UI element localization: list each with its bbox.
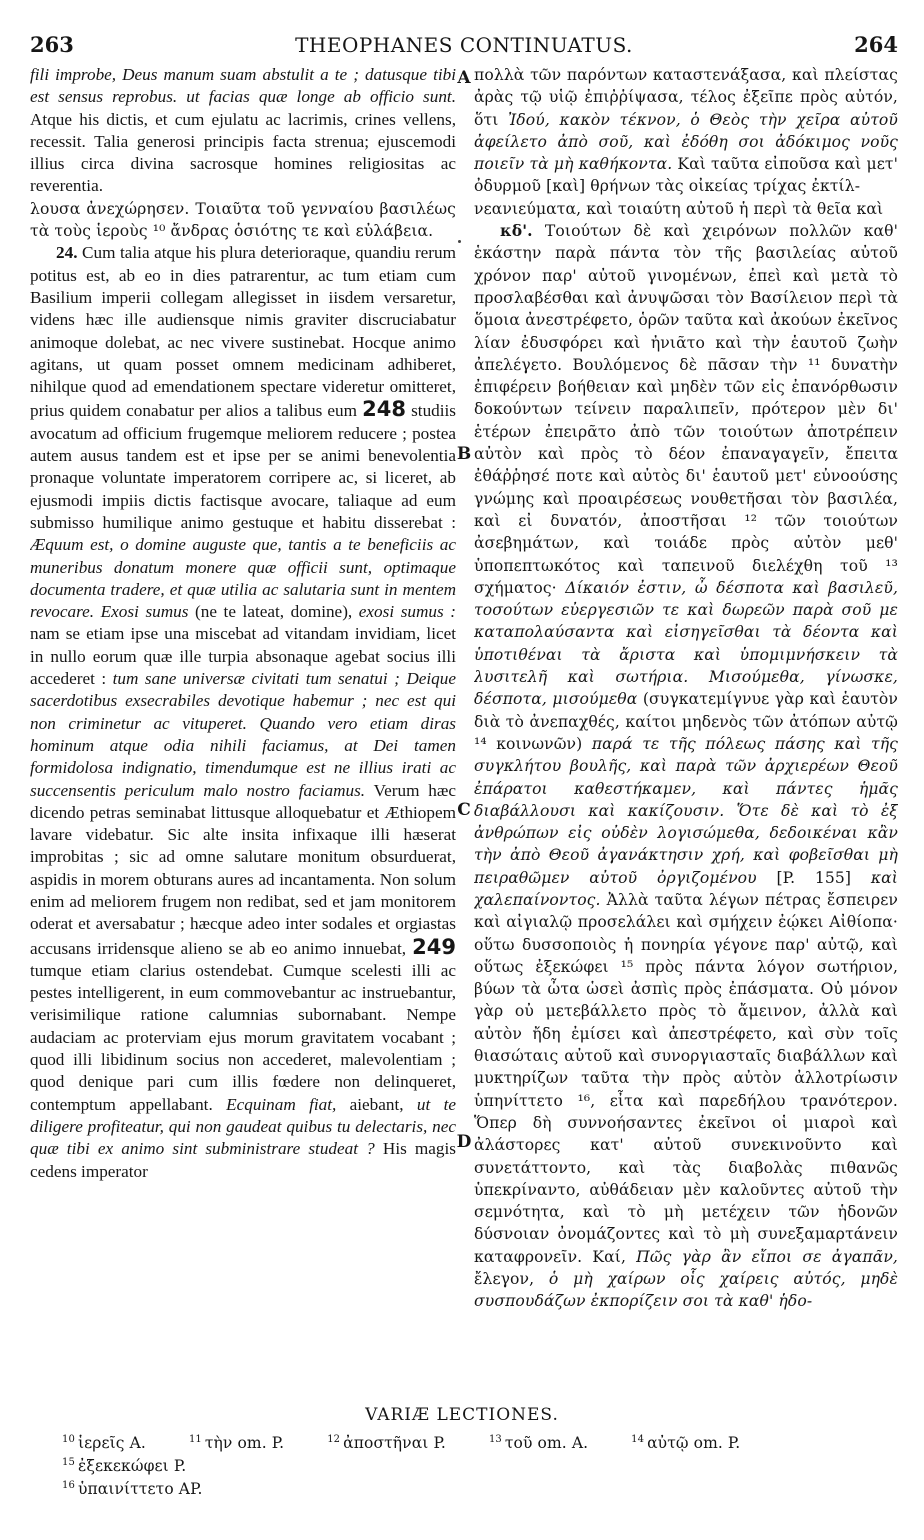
footnote-text: ἐξεκεκώφει P. bbox=[77, 1457, 187, 1476]
latin-text: Verum hæc dicendo petras seminabat littusque alloquebatur et Æthiopem lavare videbatur. Sic alte insita infixaque illi hæserat improbitas ; sic ad omne salutare monitum obsurduerat, aspidis in morem obturans aures ad incantamenta. Non solum enim ad meliorem frugem non redibat, sed et jam monitorem oderat et aversabatur ; hæcque adeo inter sodales et orgiastas accusans irridensque alieno se ab eo animo innuebat, bbox=[30, 780, 456, 958]
latin-text: nam se etiam ipse una miscebat ad vitandam invidiam, licet in nullo eorum quæ ille turpia absonaque agebat socius illi accederet : bbox=[30, 624, 456, 689]
footnote bbox=[631, 1430, 740, 1453]
greek-text: (συγκατεμίγνυε γὰρ καὶ ἑαυτὸν διὰ τὸ ἀνεπαχθές, καίτοι μηδενὸς τῶν ἀτόπων αὐτῷ ¹⁴ κοινωνῶν) bbox=[474, 690, 898, 753]
latin-column bbox=[30, 64, 456, 1404]
footnote-number: 16 bbox=[62, 1480, 75, 1492]
latin-text: tumque etiam clarius ostendebat. Cumque scelesti illi ac pestes intelligerent, in eum commovebantur ac instruebantur, verisimilique ratione calumnias subornabant. Nempe audaciam ac proterviam ejus morum gravitatem vocabant ; quod illi libidinum socius non accederet, malevolentiam ; quod denique pari cum illis fœdere non delinqueret, contemptum appellabant. bbox=[30, 960, 456, 1114]
footnote-text: ἀποστῆναι P. bbox=[343, 1434, 446, 1453]
footnote bbox=[62, 1476, 203, 1499]
footnote bbox=[189, 1430, 284, 1453]
latin-text: Atque his dictis, et cum ejulatu ac lacrimis, crines vellens, recessit. Talia generosi principis facta strenua; ejuscemodi illius circa divina sacrosque homines religiositas ac reverentia. bbox=[30, 109, 456, 196]
margin-letter-d: D bbox=[456, 1132, 472, 1152]
footnote-text: αὐτῷ om. P. bbox=[647, 1434, 741, 1453]
latin-text: His magis cedens imperator bbox=[30, 1139, 456, 1181]
latin-quote: Ecquinam fiat, bbox=[226, 1094, 337, 1114]
greek-text: Καὶ ταῦτα εἰποῦσα καὶ μετ' ὀδυρμοῦ [καὶ] θρήνων τὰς οἰκείας τρίχας ἐκτίλ- bbox=[474, 155, 898, 196]
footnote-text: τὴν om. P. bbox=[204, 1434, 285, 1453]
greek-quote: Πῶς γὰρ ἂν εἴποι σε ἀγαπᾶν, bbox=[636, 1247, 898, 1266]
greek-text: Τοιούτων δὲ καὶ χειρόνων πολλῶν καθ' ἑκάστην παρὰ πάντα τὸν τῆς βασιλείας αὐτοῦ χρόνον παρ' αὐτοῦ γινομένων, ἐπεὶ καὶ μετὰ τὸ προσλαβέσθαι καὶ ἀνυψῶσαι τὸν Βασίλειον περὶ τὰ ὅμοια ἀνεστρέφετο, ὁρῶν ταῦτα καὶ ἀκούων ἐκεῖνος λίαν ἐδυσφόρει καὶ ἠνιᾶτο καὶ τὴν ἑαυτοῦ ζωὴν ἀπελέγετο. Βουλόμενος δὲ πᾶσαν τὴν ¹¹ δυνατὴν ἐπιφέρειν βοήθειαν καὶ μηδὲν τῶν εἰς ἐπανόρθωσιν δοκούντων τείνειν παραλιπεῖν, πρότερον μὲν δι' ἑτέρων ἐπειρᾶτο ἀπὸ τῶν τοιούτων ἀποτρέπειν αὐτὸν καὶ πρὸς τὸ δέον ἐπαναγαγεῖν, ἔπειτα ἐθάῤῥησέ ποτε καὶ αὐτὸς δι' ἑαυτοῦ μετ' εὐνοούσης γνώμης καὶ προαιρέσεως νουθετῆσαι τὸν βασιλέα, καὶ εἰ δυνατόν, ἀποστῆσαι ¹² τῶν τοιούτων ἀσεβημάτων, καὶ τοιάδε πρὸς αὐτὸν μεθ' ὑποπεπτωκότος καὶ ταπεινοῦ διελέχθη τοῦ ¹³ σχήματος· bbox=[474, 222, 898, 597]
apparatus-notes bbox=[62, 1430, 902, 1499]
latin-quote: exosi sumus : bbox=[358, 602, 456, 622]
footnote-number: 14 bbox=[631, 1434, 645, 1445]
greek-quote: παρά τε τῆς πόλεως πάσης καὶ τῆς συγκλήτου βουλῆς, καὶ παρὰ τῶν ἀρχιερέων Θεοῦ ἐπάρατοι καθεστήκαμεν, καὶ πάντες ἡμᾶς διαβάλλουσι καὶ κακίζουσιν. Ὅτε δὲ καὶ τὸ ἐξ ἀνθρώπων εἰς οὐδὲν λογισώμεθα, δεδοικέναι κἂν τὴν ἀπὸ Θεοῦ ἀγανάκτησιν χρή, καὶ φοβεῖσθαι μὴ πειραθῶμεν αὐτοῦ ὀργιζομένου bbox=[474, 734, 898, 887]
greek-text: [P. 155] bbox=[756, 868, 871, 887]
footnote-text: ἱερεῖς A. bbox=[77, 1434, 146, 1453]
left-page-number: 263 bbox=[30, 32, 74, 57]
greek-text: Ἀλλὰ ταῦτα λέγων πέτρας ἔσπειρεν καὶ αἰγιαλῷ προσελάλει καὶ σμήχειν ἐῴκει Αἰθίοπα· οὕτω δυσσοποιὸς ἡ πονηρία γέγονε παρ' αὐτῷ, καὶ οὕτως ἐξεκώφει ¹⁵ πρὸς πάντα λόγον σωτήριον, βύων τὰ ὦτα ὡσεὶ ἀσπὶς πρὸς ἐπάσματα. Οὐ μόνον γὰρ οὐ μετεβάλλετο πρὸς τὸ ἄμεινον, ἀλλὰ καὶ αὐτὸν ἤδη ἐμίσει καὶ ἀπεστρέφετο, καὶ σὺν τοῖς θιασώταις αὐτοῦ καὶ συνοργιασταῖς διαβάλλων καὶ μυκτηρίζων ταῦτα τὴν πρὸς αὐτὸν ἀλλοτρίωσιν ὑπηνίττετο ¹⁶, εἶτα καὶ παρεδήλου τρανότερον. Ὅπερ δὴ συννοήσαντες ἐκεῖνοι οἱ μιαροὶ καὶ ἀλάστορες κατ' αὐτοῦ συνεκινοῦντο καὶ συνετάττοντο, καὶ τὰς διαβολὰς πιθανῶς ὑπεκρίναντο, αὐθάδειαν μὲν καλοῦντες αὐτοῦ τὴν σεμνότητα, καὶ τὸ μὴ μετέχειν τῶν ἡδονῶν δύσνοιαν ὀνομάζοντες καὶ τὸ μὴ συνεξαμαρτάνειν καταφρονεῖν. Καί, bbox=[474, 890, 898, 1266]
latin-paragraph-1 bbox=[30, 64, 456, 198]
margin-letter-a: A bbox=[457, 68, 471, 88]
section-number: κδ'. bbox=[500, 221, 533, 241]
greek-quote: Ἰδού, κακὸν τέκνον, ὁ Θεὸς τὴν χεῖρα αὐτοῦ ἀφείλετο ἀπὸ σοῦ, καὶ ἐδόθη σοι ἀδόκιμος νοῦς ποιεῖν τὰ μὴ καθήκοντα. bbox=[474, 110, 898, 174]
latin-quote: Æquum est, o domine auguste que, tantis a te beneficiis ac muneribus donatum monere quæ officii sunt, optimaque documenta tradere, et quæ utilia ac salutaria sunt in mentem revocare. Exosi sumus bbox=[30, 535, 456, 622]
running-title: THEOPHANES CONTINUATUS. bbox=[295, 33, 633, 57]
apparatus-title: VARIÆ LECTIONES. bbox=[365, 1405, 559, 1425]
greek-paragraph-1 bbox=[474, 64, 898, 198]
greek-carryover: νεανιεύματα, καὶ τοιαύτη αὐτοῦ ἡ περὶ τὰ θεῖα καὶ bbox=[474, 199, 884, 218]
greek-carryover: λουσα ἀνεχώρησεν. Τοιαῦτα τοῦ γενναίου βασιλέως τὰ τοὺς ἱεροὺς ¹⁰ ἄνδρας ὁσιότης τε καὶ εὐλάβεια. bbox=[30, 199, 456, 241]
footnote-number: 11 bbox=[188, 1434, 202, 1445]
footnote bbox=[489, 1430, 588, 1453]
greek-quote: καὶ χαλεπαίνοντος. bbox=[474, 868, 898, 909]
greek-column bbox=[474, 64, 898, 1404]
greek-quote: Δίκαιόν ἐστιν, ὦ δέσποτα καὶ βασιλεῦ, τοσούτων εὐεργεσιῶν τε καὶ δωρεῶν παρὰ σοῦ με καταπολαύσαντα καὶ εἰσηγεῖσθαι τὰ δέοντα καὶ ὑποτιθέναι τὰ ἄριστα καὶ ὑπομιμνήσκειν τὰ λυσιτελῆ καὶ σωτήρια. Μισούμεθα, γίνωσκε, δέσποτα, μισούμεθα bbox=[474, 578, 898, 709]
greek-paragraph-24 bbox=[474, 220, 898, 1313]
margin-letter-c: C bbox=[457, 800, 471, 820]
latin-text: studiis avocatum ad officium frugemque meliorem reducere ; postea autem ausus tandem est et ipse per se animi benevolentia pronaque voluntate imperatorem corripere ac, si liceret, ab ejusmodi impiis dictis factisque avocare, taliaque ad eum submisso humilique animo gestuque et habitu disserebat : bbox=[30, 401, 456, 532]
latin-quote: ut te diligere profiteatur, qui non gaudeat quibus tu delectaris, nec quæ tibi ex animo sint subministrare studeat ? bbox=[30, 1094, 456, 1159]
page-marker: 248 bbox=[362, 397, 406, 422]
latin-text: (ne te lateat, domine), bbox=[188, 602, 359, 622]
footnote bbox=[62, 1430, 146, 1453]
latin-text: aiebant, bbox=[336, 1094, 417, 1114]
footnote-number: 13 bbox=[488, 1434, 502, 1445]
latin-quote: tum sane universæ civitati tum senatui ; Deique sacerdotibus exsecrabiles devotique habemur ; nec est qui non criminetur ac vituperet. Quando vero etiam diras hominum atque odia nihili faciamus, at Dei tamen formidolosa indignatio, timendumque est ne illius irati ac succensentis periculum malo nostro faciamus. bbox=[30, 669, 456, 800]
page-header bbox=[30, 32, 898, 62]
footnote bbox=[62, 1453, 186, 1476]
latin-paragraph-24 bbox=[30, 242, 456, 1182]
margin-letter-b: B bbox=[456, 444, 472, 464]
footnote-text: τοῦ om. A. bbox=[504, 1434, 589, 1453]
column-dot bbox=[458, 240, 461, 243]
footnote-number: 10 bbox=[62, 1434, 75, 1445]
latin-quote: fili improbe, Deus manum suam abstulit a te ; datusque tibi est sensus reprobus. ut facias quæ longe ab officio sunt. bbox=[30, 65, 456, 107]
page-marker: 249 bbox=[412, 934, 456, 959]
right-page-number: 264 bbox=[854, 32, 898, 57]
greek-text: ἔλεγον, bbox=[474, 1270, 549, 1289]
footnote bbox=[327, 1430, 446, 1453]
section-number: 24. bbox=[56, 243, 78, 263]
greek-quote: ὁ μὴ χαίρων οἷς χαίρεις αὐτός, μηδὲ συσπουδάζων ἐκπορίζειν σοι τὰ καθ' ἡδο- bbox=[474, 1270, 898, 1311]
latin-text: Cum talia atque his plura deterioraque, quandiu rerum potitus est, ab eo in dies patrarentur, ac tum etiam cum Basilium imperii collegam allegisset in iisdem versaretur, videns hæc ille audiensque nimis graviter discruciabatur animoque dolebat, ac nec vivere sustinebat. Hocque animo agitans, ut quam posset omnem medicinam adhiberet, nihilque quod ad emendationem spectare videretur omitteret, prius quidem conabatur per alios a talibus eum bbox=[30, 243, 456, 421]
footnote-number: 15 bbox=[62, 1457, 75, 1469]
greek-text: πολλὰ τῶν παρόντων καταστενάξασα, καὶ πλείστας ἀρὰς τῷ υἱῷ ἐπιῤῥίψασα, τέλος ἐξεῖπε πρὸς αὐτόν, ὅτι bbox=[474, 66, 898, 129]
footnote-text: ὑπαινίττετο AP. bbox=[77, 1480, 203, 1499]
footnote-number: 12 bbox=[327, 1434, 341, 1445]
